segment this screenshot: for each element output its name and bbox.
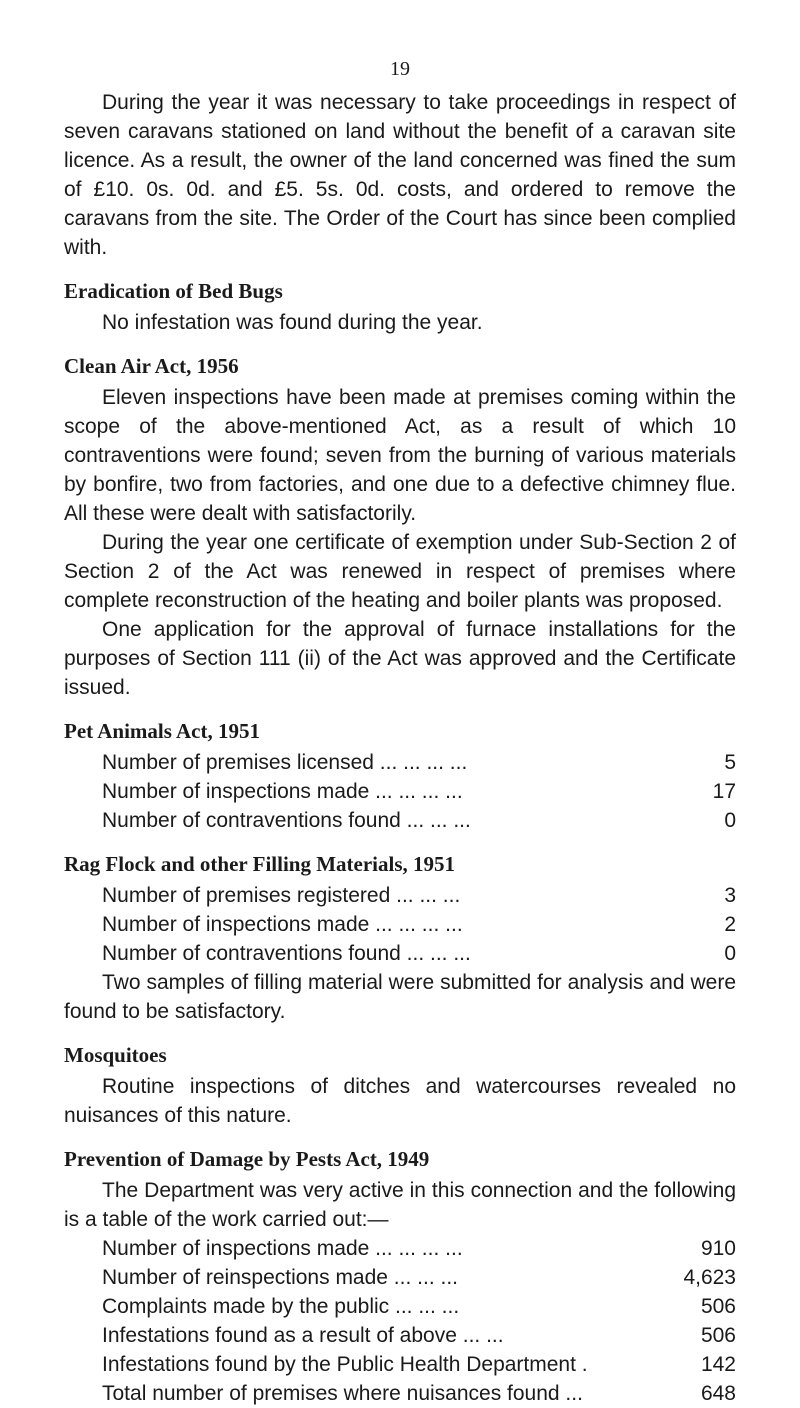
bed-bugs-text: No infestation was found during the year. <box>102 311 483 334</box>
stat-label: Number of premises licensed ... ... ... ... <box>102 751 468 774</box>
stat-value: 910 <box>700 1237 736 1260</box>
stat-value: 3 <box>724 884 736 907</box>
pet-animals-table <box>64 748 736 835</box>
stat-label: Number of reinspections made ... ... ... <box>102 1266 458 1289</box>
rag-flock-table <box>64 881 736 968</box>
stat-label: Total number of premises where nuisances found ... <box>102 1382 583 1405</box>
stat-value: 506 <box>700 1324 736 1347</box>
mosquitoes-heading: Mosquitoes <box>64 1043 167 1067</box>
stat-row <box>64 1350 736 1379</box>
pests-heading: Prevention of Damage by Pests Act, 1949 <box>64 1147 430 1171</box>
stat-value: 506 <box>700 1295 736 1318</box>
pet-animals-heading: Pet Animals Act, 1951 <box>64 719 260 743</box>
clean-air-paragraph-2: During the year one certificate of exemption under Sub-Section 2 of Section 2 of the Act was renewed in respect of premises where complete reconstruction of the heating and boiler plants was proposed. <box>64 531 736 612</box>
rag-flock-text: Two samples of filling material were submitted for analysis and were found to be satisfactory. <box>64 971 736 1023</box>
stat-label: Number of inspections made ... ... ... ... <box>102 1237 463 1260</box>
stat-row <box>64 777 736 806</box>
stat-row <box>64 1379 736 1408</box>
stat-label: Number of premises registered ... ... ... <box>102 884 461 907</box>
page-content <box>64 88 736 1408</box>
stat-row <box>64 939 736 968</box>
clean-air-paragraph-1: Eleven inspections have been made at premises coming within the scope of the above-mentioned Act, as a result of which 10 contraventions were found; seven from the burning of various materials by bonfire, two from factories, and one due to a defective chimney flue. All these were dealt with satisfactorily. <box>64 386 736 525</box>
stat-row <box>64 748 736 777</box>
stat-value: 0 <box>724 809 736 832</box>
stat-label: Complaints made by the public ... ... ... <box>102 1295 460 1318</box>
pests-text: The Department was very active in this connection and the following is a table of the work carried out:— <box>64 1179 736 1231</box>
clean-air-heading: Clean Air Act, 1956 <box>64 354 239 378</box>
stat-value: 5 <box>724 751 736 774</box>
pests-table <box>64 1234 736 1408</box>
stat-label: Number of contraventions found ... ... ... <box>102 809 471 832</box>
stat-label: Number of contraventions found ... ... ... <box>102 942 471 965</box>
stat-label: Number of inspections made ... ... ... ... <box>102 913 463 936</box>
stat-value: 2 <box>724 913 736 936</box>
rag-flock-heading: Rag Flock and other Filling Materials, 1951 <box>64 852 456 876</box>
mosquitoes-text: Routine inspections of ditches and watercourses revealed no nuisances of this nature. <box>64 1075 736 1127</box>
stat-row <box>64 1263 736 1292</box>
stat-row <box>64 1321 736 1350</box>
page-number: 19 <box>390 58 410 80</box>
stat-value: 4,623 <box>683 1266 736 1289</box>
stat-row <box>64 910 736 939</box>
stat-value: 17 <box>712 780 736 803</box>
intro-paragraph: During the year it was necessary to take proceedings in respect of seven caravans stationed on land without the benefit of a caravan site licence. As a result, the owner of the land concerned was fined the sum of £10. 0s. 0d. and £5. 5s. 0d. costs, and ordered to remove the caravans from the site. The Order of the Court has since been complied with. <box>64 91 736 259</box>
clean-air-paragraph-3: One application for the approval of furnace installations for the purposes of Section 111 (ii) of the Act was approved and the Certificate issued. <box>64 618 736 699</box>
stat-value: 142 <box>700 1353 736 1376</box>
stat-label: Infestations found by the Public Health Department . <box>102 1353 588 1376</box>
bed-bugs-heading: Eradication of Bed Bugs <box>64 279 283 303</box>
stat-label: Number of inspections made ... ... ... ... <box>102 780 463 803</box>
stat-row <box>64 806 736 835</box>
stat-value: 648 <box>700 1382 736 1405</box>
stat-row <box>64 881 736 910</box>
stat-label: Infestations found as a result of above ... ... <box>102 1324 504 1347</box>
stat-row <box>64 1292 736 1321</box>
stat-value: 0 <box>724 942 736 965</box>
stat-row <box>64 1234 736 1263</box>
